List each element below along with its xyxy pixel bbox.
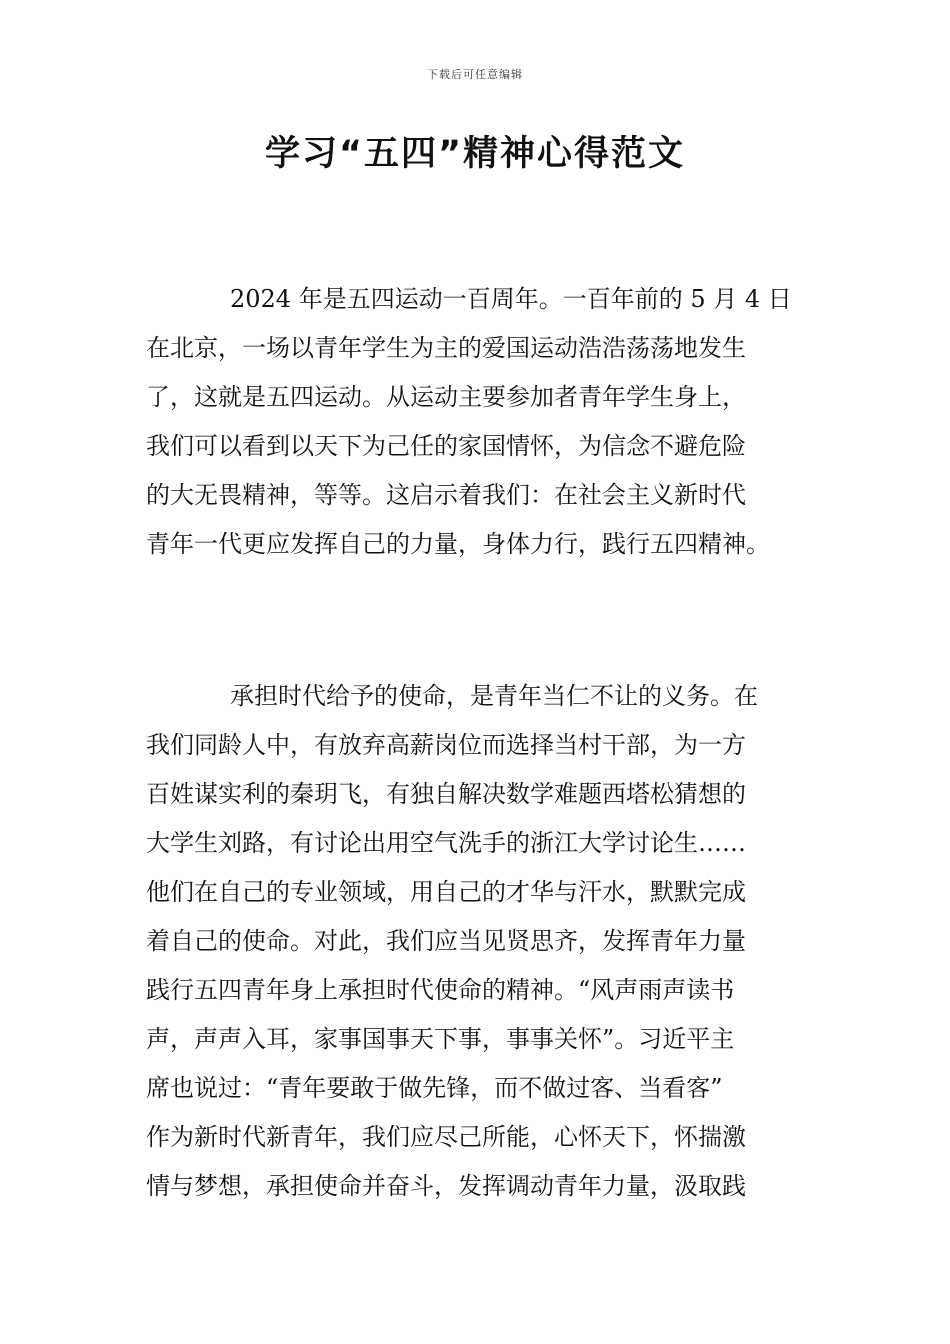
paragraph-line: 情与梦想，承担使命并奋斗，发挥调动青年力量，汲取践 bbox=[146, 1172, 746, 1200]
paragraph-line: 的大无畏精神，等等。这启示着我们：在社会主义新时代 bbox=[146, 481, 746, 509]
paragraph-line: 青年一代更应发挥自己的力量，身体力行，践行五四精神。 bbox=[146, 530, 770, 558]
paragraph-line: 承担时代给予的使命，是青年当仁不让的义务。在 bbox=[230, 682, 758, 710]
page-header: 下载后可任意编辑 bbox=[427, 68, 523, 81]
paragraph-line: 我们可以看到以天下为己任的家国情怀，为信念不避危险 bbox=[146, 432, 746, 460]
paragraph-line: 百姓谋实利的秦玥飞，有独自解决数学难题西塔松猜想的 bbox=[146, 780, 746, 808]
paragraph-line: 着自己的使命。对此，我们应当见贤思齐，发挥青年力量 bbox=[146, 927, 746, 955]
paragraph-line: 践行五四青年身上承担时代使命的精神。“风声雨声读书 bbox=[146, 976, 735, 1004]
paragraph-line: 大学生刘路，有讨论出用空气洗手的浙江大学讨论生…… bbox=[146, 829, 746, 857]
paragraph-line: 2024 年是五四运动一百周年。一百年前的 5 月 4 日 bbox=[230, 285, 792, 313]
document-title: 学习“五四”精神心得范文 bbox=[264, 134, 685, 174]
paragraph-line: 了，这就是五四运动。从运动主要参加者青年学生身上， bbox=[146, 383, 746, 411]
paragraph-2 bbox=[146, 672, 808, 1211]
paragraph-line: 声，声声入耳，家事国事天下事，事事关怀”。习近平主 bbox=[146, 1025, 735, 1053]
paragraph-line: 席也说过：“青年要敢于做先锋，而不做过客、当看客” bbox=[146, 1074, 723, 1102]
paragraph-1 bbox=[146, 275, 808, 569]
paragraph-line: 我们同龄人中，有放弃高薪岗位而选择当村干部，为一方 bbox=[146, 731, 746, 759]
paragraph-line: 他们在自己的专业领域，用自己的才华与汗水，默默完成 bbox=[146, 878, 746, 906]
paragraph-line: 作为新时代新青年，我们应尽己所能，心怀天下，怀揣激 bbox=[146, 1123, 746, 1151]
paragraph-line: 在北京，一场以青年学生为主的爱国运动浩浩荡荡地发生 bbox=[146, 334, 746, 362]
